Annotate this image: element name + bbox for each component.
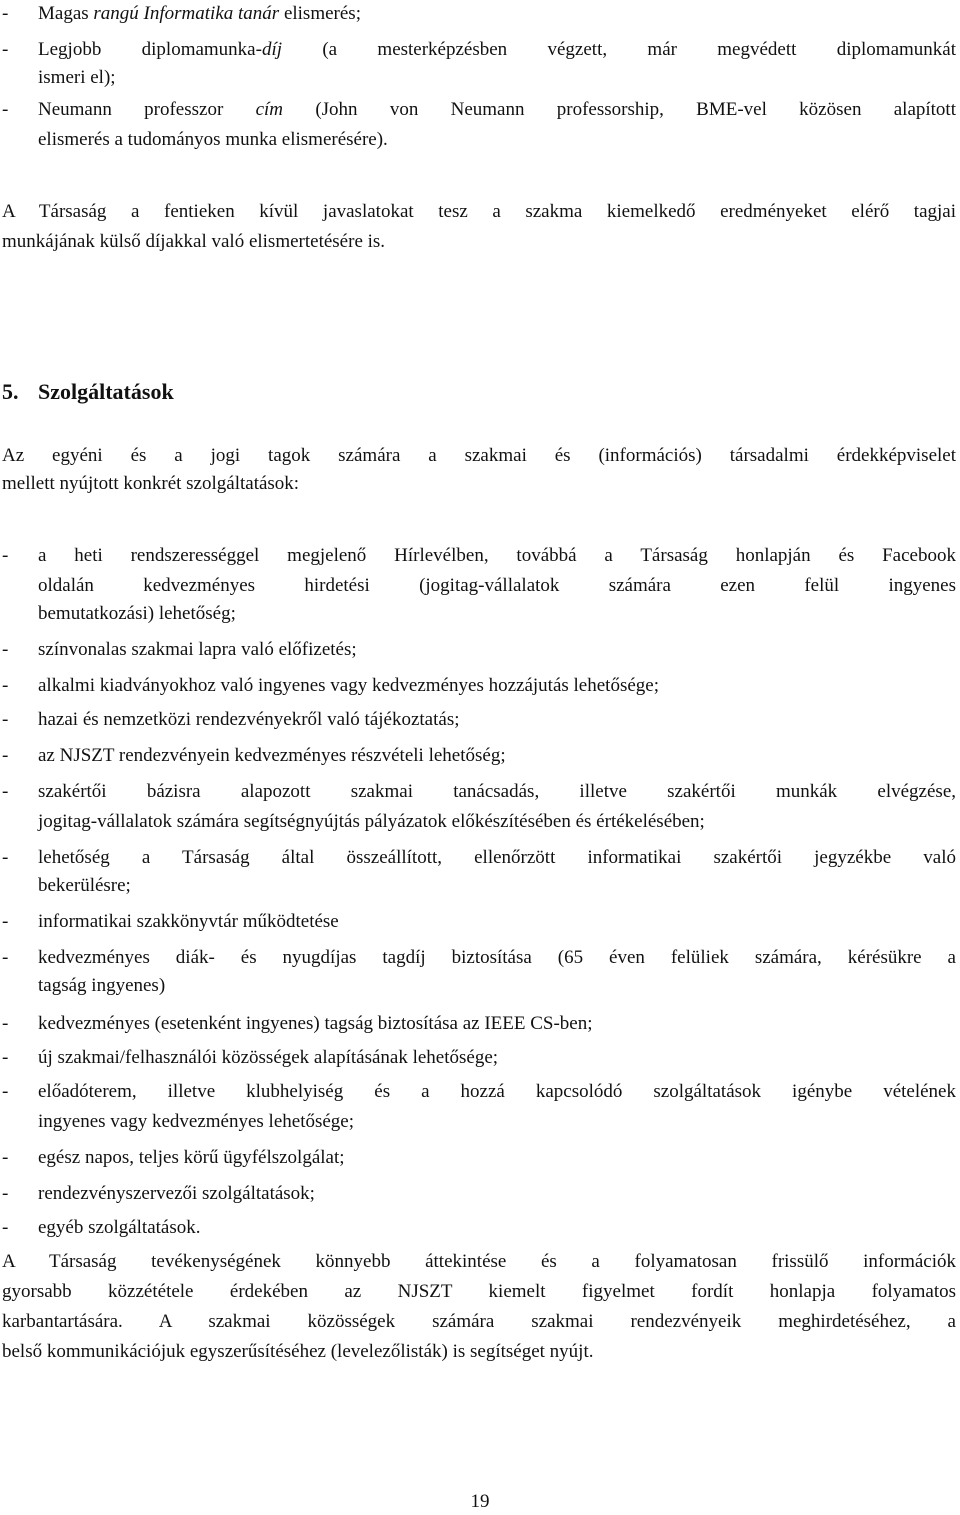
list-dash: - [2,947,9,968]
list-dash: - [2,99,9,120]
list-item: egész napos, teljes körű ügyfélszolgálat; [38,1147,345,1168]
list-dash: - [2,709,9,730]
list-item-continuation: elismerés a tudományos munka elismerésére). [38,129,388,150]
list-item: új szakmai/felhasználói közösségek alapításának lehetősége; [38,1047,499,1068]
list-item: kedvezményes (esetenként ingyenes) tagság biztosítása az IEEE CS-ben; [38,1013,593,1034]
list-dash: - [2,545,9,566]
document-page: - Magas rangú Informatika tanár elismerés; - Legjobb diplomamunka-díj (a mesterképzésben végzett, már megvédett diplomamunkát ismeri el); - Neumann professzor cím (John von Neumann professorship, BME-vel közösen alapított elismerés a tudományos munka elismerésére). A Társaság a fentieken kívül javaslatokat tesz a szakma kiemelkedő eredményeket elérő tagjai munkájának külső díjakkal való elismertetésére is. 5. Szolgáltatások Az egyéni és a jogi tagok számára a szakmai és (információs) társadalmi érdekképviselet mellett nyújtott konkrét szolgáltatások: - a heti rendszerességgel megjelenő Hírlevélben, továbbá a Társaság honlapján és Facebook oldalán kedvezményes hirdetési (jogitag-vállalatok számára ezen felül ingyenes bemutatkozási) lehetőség; - színvonalas szakmai lapra való előfizetés; - alkalmi kiadványokhoz való ingyenes vagy kedvezményes hozzájutás lehetősége; - hazai és nemzetközi rendezvényekről való tájékoztatás; - az NJSZT rendezvényein kedvezményes részvételi lehetőség; - szakértői bázisra alapozott szakmai tanácsadás, illetve szakértői munkák elvégzése, jogitag-vállalatok számára segítségnyújtás pályázatok előkészítésében és értékelésében; - lehetőség a Társaság által összeállított, ellenőrzött informatikai szakértői jegyzékbe való bekerülésre; - informatikai szakkönyvtár működtetése - kedvezményes diák- és nyugdíjas tagdíj biztosítása (65 éven felüliek számára, kérésükre a tagság ingyenes) - kedvezményes (esetenként ingyenes) tagság biztosítása az IEEE CS-ben; - új szakmai/felhasználói közösségek alapításának lehetősége; - előadóterem, illetve klubhelyiség és a hozzá kapcsolódó szolgáltatások igénybe vételének ingyenes vagy kedvezményes lehetősége; - egész napos, teljes körű ügyfélszolgálat; - rendezvényszervezői szolgáltatások; - egyéb szolgáltatások. A Társaság tevékenységének könnyebb áttekintése és a folyamatosan frissülő információk gyorsabb közzététele érdekében az NJSZT kiemelt figyelmet fordít honlapja folyamatos karbantartására. A szakmai közösségek számára szakmai rendezvényeik meghirdetéséhez, a belső kommunikációjuk egyszerűsítéséhez (levelezőlisták) is segítséget nyújt. 19 [0,0,960,1515]
list-item-continuation: bemutatkozási) lehetőség; [38,603,236,624]
list-item: Magas rangú Informatika tanár elismerés; [38,3,361,24]
list-item-continuation: oldalán kedvezményes hirdetési (jogitag-vállalatok számára ezen felül ingyenes [38,575,956,596]
list-item: lehetőség a Társaság által összeállított, ellenőrzött informatikai szakértői jegyzékbe való [38,847,956,868]
page-number: 19 [470,1491,490,1512]
section-title: Szolgáltatások [38,379,174,404]
list-item: Legjobb diplomamunka-díj (a mesterképzésben végzett, már megvédett diplomamunkát [38,39,956,60]
list-dash: - [2,781,9,802]
section-heading [2,378,174,406]
list-item: informatikai szakkönyvtár működtetése [38,911,339,932]
list-dash: - [2,1047,9,1068]
section-number: 5. [2,379,19,404]
list-item: hazai és nemzetközi rendezvényekről való tájékoztatás; [38,709,460,730]
list-item: a heti rendszerességgel megjelenő Hírlevélben, továbbá a Társaság honlapján és Facebook [38,545,956,566]
list-item: színvonalas szakmai lapra való előfizetés; [38,639,357,660]
list-item: kedvezményes diák- és nyugdíjas tagdíj biztosítása (65 éven felüliek számára, kérésükre a [38,947,956,968]
list-item: szakértői bázisra alapozott szakmai tanácsadás, illetve szakértői munkák elvégzése, [38,781,956,802]
list-item: az NJSZT rendezvényein kedvezményes részvételi lehetőség; [38,745,506,766]
list-dash: - [2,1081,9,1102]
list-item: rendezvényszervezői szolgáltatások; [38,1183,315,1204]
list-item-continuation: jogitag-vállalatok számára segítségnyújtás pályázatok előkészítésében és értékelésében; [38,811,705,832]
list-dash: - [2,3,9,24]
list-dash: - [2,675,9,696]
list-item: egyéb szolgáltatások. [38,1217,201,1238]
list-item-continuation: tagság ingyenes) [38,975,166,996]
list-dash: - [2,1183,9,1204]
list-dash: - [2,1217,9,1238]
list-dash: - [2,39,9,60]
list-dash: - [2,639,9,660]
list-item-continuation: ingyenes vagy kedvezményes lehetősége; [38,1111,355,1132]
list-item: Neumann professzor cím (John von Neumann professorship, BME-vel közösen alapított [38,99,956,120]
list-item: előadóterem, illetve klubhelyiség és a hozzá kapcsolódó szolgáltatások igénybe vételének [38,1081,956,1102]
list-item: alkalmi kiadványokhoz való ingyenes vagy kedvezményes hozzájutás lehetősége; [38,675,659,696]
list-dash: - [2,1013,9,1034]
list-dash: - [2,911,9,932]
list-item-continuation: bekerülésre; [38,875,131,896]
list-dash: - [2,847,9,868]
list-item-continuation: ismeri el); [38,67,116,88]
list-dash: - [2,745,9,766]
list-dash: - [2,1147,9,1168]
